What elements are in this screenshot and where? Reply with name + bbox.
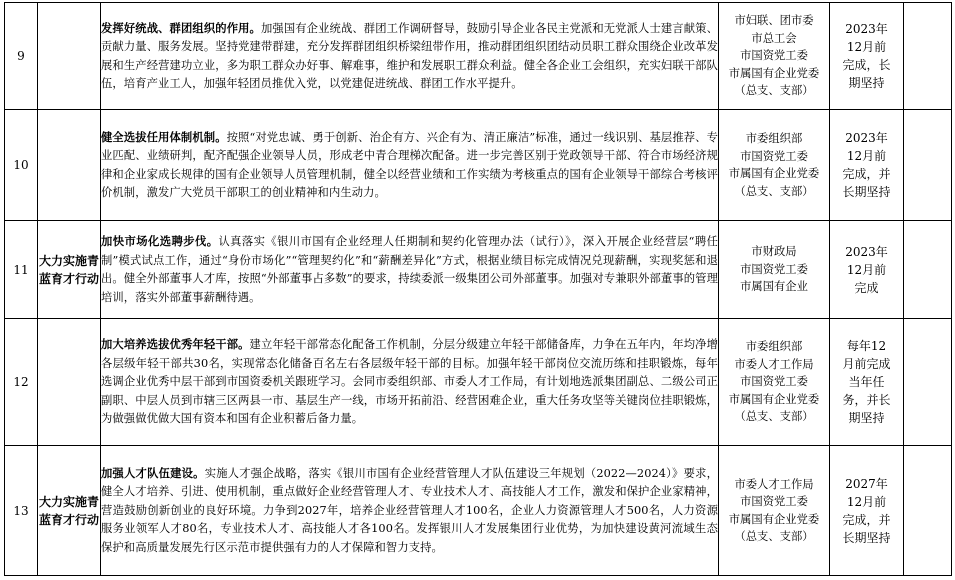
item-body: 按照“对党忠诚、勇于创新、治企有方、兴企有为、清正廉洁”标准，通过一线识别、基层推荐、专业匹配、业绩研判，配齐配强企业领导人员，形成老中青合理梯次配备。进一步完善区别于党政领导干部、符合市场经济规律和企业家成长规律的国有企业领导人员管理机制，健全以经营业绩和工作实绩为考核重点的国有企业领导干部综合考核评价机制，激发广大党员干部职工的创业精神和内生动力。 [101,130,718,199]
item-title: 加大培养选拔优秀年轻干部。 [101,337,250,352]
row-number: 9 [5,3,38,110]
category-cell: 大力实施青蓝育才行动 [38,446,101,576]
row-number: 12 [5,319,38,446]
remarks-cell [904,221,952,319]
table-row [5,3,952,110]
deadline-cell: 2023年 12月前 完成 [830,221,904,319]
content-cell [101,3,719,110]
content-cell [101,221,719,319]
row-number: 11 [5,221,38,319]
deadline-cell: 2027年 12月前 完成，并 长期坚持 [830,446,904,576]
category-cell: 大力实施青蓝育才行动 [38,221,101,319]
item-title: 发挥好统战、群团组织的作用。 [101,20,261,35]
table-row [5,110,952,221]
item-body: 认真落实《银川市国有企业经理人任期制和契约化管理办法（试行）》，深入开展企业经营层“聘任制”模式试点工作，通过“身份市场化”“管理契约化”和“薪酬差异化”方式，根据业绩目标完成情况兑现薪酬，实现奖惩和退出。健全外部董事人才库，按照“外部董事占多数”的要求，持续委派一级集团公司外部董事。加强对专兼职外部董事的管理培训，落实外部董事薪酬待遇。 [101,235,718,304]
responsible-unit-cell: 市委组织部 市国资党工委 市属国有企业党委（总支、支部） [719,110,830,221]
category-cell [38,3,101,110]
table-row [5,319,952,446]
responsible-unit-cell: 市妇联、团市委 市总工会 市国资党工委 市属国有企业党委（总支、支部） [719,3,830,110]
deadline-cell: 每年12 月前完成 当年任 务，并长 期坚持 [830,319,904,446]
content-cell [101,446,719,576]
item-title: 加强人才队伍建设。 [101,465,205,480]
row-number: 10 [5,110,38,221]
item-title: 加快市场化选聘步伐。 [101,234,219,248]
responsible-unit-cell: 市财政局 市国资党工委 市属国有企业 [719,221,830,319]
content-cell [101,110,719,221]
responsible-unit-cell: 市委组织部 市委人才工作局 市国资党工委 市属国有企业党委（总支、支部） [719,319,830,446]
category-cell [38,319,101,446]
item-title: 健全选拔任用体制机制。 [101,129,227,144]
remarks-cell [904,110,952,221]
table-row [5,446,952,576]
content-cell [101,319,719,446]
item-body: 建立年轻干部常态化配备工作机制，分层分级建立年轻干部储备库，力争在五年内，年均净增各层级年轻干部共30名，实现常态化储备百名左右各层级年轻干部的目标。加强年轻干部岗位交流历练和挂职锻炼，每年选调企业优秀中层干部到市国资委机关跟班学习。会同市委组织部、市委人才工作局，有计划地选派集团副总、二级公司正副职、中层人员到市辖三区两县一市、基层生产一线，市场开拓前沿、经营困难企业，重大任务攻坚等关键岗位挂职锻炼，为做强做优做大国有资本和国有企业积蓄后备力量。 [101,338,718,426]
remarks-cell [904,446,952,576]
category-cell [38,110,101,221]
deadline-cell: 2023年 12月前 完成，长 期坚持 [830,3,904,110]
task-table [4,2,952,576]
deadline-cell: 2023年 12月前 完成，并 长期坚持 [830,110,904,221]
responsible-unit-cell: 市委人才工作局 市国资党工委 市属国有企业党委（总支、支部） [719,446,830,576]
item-body: 实施人才强企战略，落实《银川市国有企业经营管理人才队伍建设三年规划（2022—2024）》要求，健全人才培养、引进、使用机制，重点做好企业经营管理人才、专业技术人才、高技能人才工作，激发和保护企业家精神，营造鼓励创新创业的良好环境。力争到2027年，培养企业经营管理人才100名，企业人力资源管理人才500名，人力资源服务业领军人才80名，专业技术人才、高技能人才各100名。发挥银川人才发展集团行业优势，为加快建设黄河流域生态保护和高质量发展先行区示范市提供强有力的人才保障和智力支持。 [101,466,719,554]
remarks-cell [904,319,952,446]
row-number: 13 [5,446,38,576]
remarks-cell [904,3,952,110]
table-row [5,221,952,319]
item-body: 加强国有企业统战、群团工作调研督导，鼓励引导企业各民主党派和无党派人士建言献策、贡献力量、服务发展。坚持党建带群建，充分发挥群团组织桥梁纽带作用，推动群团组织团结动员职工群众围绕企业改革发展和生产经营建功立业，多为职工群众办好事、解难事，维护和发展职工群众利益。健全各企业工会组织，充实妇联干部队伍，培育产业工人，加强年轻团员推优入党，以党建促进统战、群团工作水平提升。 [101,21,718,90]
